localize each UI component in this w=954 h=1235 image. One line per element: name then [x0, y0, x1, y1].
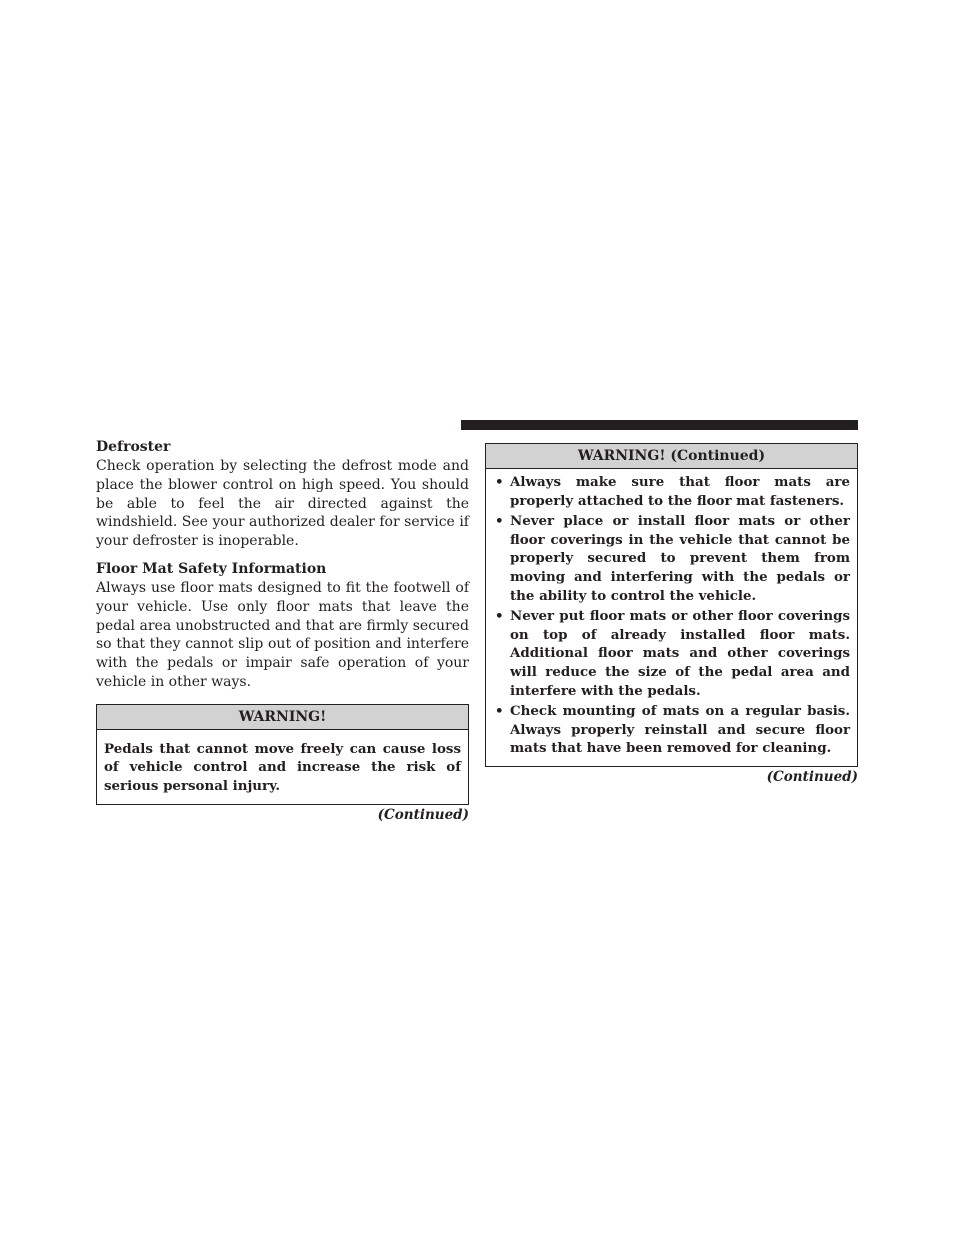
left-column	[96, 438, 469, 824]
list-item-text: Always make sure that floor mats are properly attached to the floor mat fasteners.	[510, 474, 850, 509]
bullet-icon: •	[495, 608, 504, 625]
warning-box	[96, 704, 469, 805]
defroster-heading: Defroster	[96, 439, 171, 455]
continued-label: (Continued)	[766, 768, 858, 785]
list-item-text: Never put floor mats or other floor coverings on top of already installed floor mats. Additional floor mats and other coverings will reduce the size of the pedal area and interfere with the pedals.	[510, 608, 850, 699]
bullet-icon: •	[495, 474, 504, 490]
warning-continued-box	[485, 443, 858, 767]
warning-bullet-list	[486, 469, 857, 766]
list-item	[493, 473, 850, 510]
warning-title: WARNING!	[97, 705, 468, 730]
warning-text: Pedals that cannot move freely can cause loss of vehicle control and increase the risk of serious personal injury.	[104, 740, 461, 794]
floor-mat-paragraph: Always use floor mats designed to fit the footwell of your vehicle. Use only floor mats that leave the pedal area unobstructed and that are firmly secured so that they cannot slip out of position and interfere with the pedals or impair safe operation of your vehicle in other ways.	[96, 579, 469, 690]
warning-continued-title: WARNING! (Continued)	[486, 444, 857, 469]
bullet-icon: •	[495, 513, 504, 530]
list-item	[493, 512, 850, 605]
list-item	[493, 607, 850, 700]
continued-label: (Continued)	[377, 806, 469, 823]
section-header-bar	[461, 420, 858, 430]
list-item-text: Check mounting of mats on a regular basis. Always properly reinstall and secure floor mats that have been removed for cleaning.	[510, 703, 850, 757]
list-item	[493, 702, 850, 758]
floor-mat-heading: Floor Mat Safety Information	[96, 560, 327, 577]
defroster-paragraph: Check operation by selecting the defrost mode and place the blower control on high speed. You should be able to feel the air directed against the windshield. See your authorized dealer for service if your defroster is inoperable.	[96, 458, 469, 550]
list-item-text: Never place or install floor mats or other floor coverings in the vehicle that cannot be properly secured to prevent them from moving and interfering with the pedals or the ability to control the vehicle.	[510, 513, 850, 604]
right-column	[485, 443, 858, 786]
bullet-icon: •	[495, 703, 504, 720]
